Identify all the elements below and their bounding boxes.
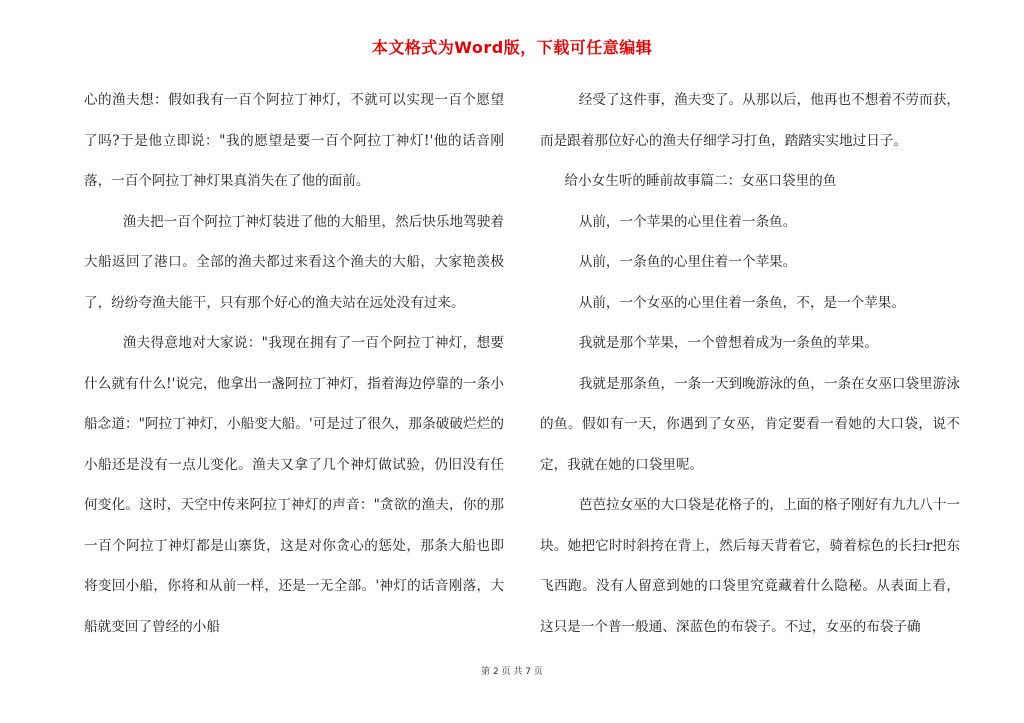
paragraph: 从前，一个苹果的心里住着一条鱼。 bbox=[578, 213, 797, 230]
paragraph: 从前，一个女巫的心里住着一条鱼，不，是一个苹果。 bbox=[578, 294, 905, 311]
paragraph: 我就是那条鱼，一条一天到晚游泳的鱼，一条在女巫口袋里游泳的鱼。假如有一天，你遇到了女巫，肯定要看一看她的大口袋，说不定，我就在她的口袋里呢。 bbox=[540, 375, 960, 473]
paragraph: 我就是那个苹果，一个曾想着成为一条鱼的苹果。 bbox=[578, 335, 878, 351]
paragraph: 芭芭拉女巫的大口袋是花格子的，上面的格子刚好有九九八十一块。她把它时时斜挎在背上，然后每天背着它，骑着棕色的长扫r把东飞西跑。没有人留意到她的口袋里究竟藏着什么隐秘。从表面上看，这只是一个普一般通、深蓝色的布袋子。不过，女巫的布袋子确 bbox=[540, 497, 960, 635]
paragraph: 心的渔夫想：假如我有一百个阿拉丁神灯，不就可以实现一百个愿望了吗?于是他立即说："我的愿望是要一百个阿拉丁神灯!'他的话音刚落，一百个阿拉丁神灯果真消失在了他的面前。 bbox=[84, 92, 504, 189]
paragraph: 经受了这件事，渔夫变了。从那以后，他再也不想着不劳而获，而是跟着那位好心的渔夫仔细学习打鱼，踏踏实实地过日子。 bbox=[540, 92, 960, 149]
section-heading: 给小女生听的睡前故事篇二：女巫口袋里的鱼 bbox=[564, 173, 837, 189]
page-number: 第 2 页 共 7 页 bbox=[481, 667, 543, 677]
right-column bbox=[540, 80, 960, 647]
document-header-title: 本文格式为Word版，下载可任意编辑 bbox=[371, 38, 653, 57]
paragraph: 渔夫把一百个阿拉丁神灯装进了他的大船里，然后快乐地驾驶着大船返回了港口。全部的渔夫都过来看这个渔夫的大船，大家艳羡极了，纷纷夸渔夫能干，只有那个好心的渔夫站在远处没有过来。 bbox=[84, 213, 504, 311]
paragraph: 从前，一条鱼的心里住着一个苹果。 bbox=[578, 254, 797, 270]
paragraph: 渔夫得意地对大家说："我现在拥有了一百个阿拉丁神灯，想要什么就有什么!'说完，他拿出一盏阿拉丁神灯，指着海边停靠的一条小船念道："阿拉丁神灯，小船变大船。'可是过了很久，那条破破烂烂的小船还是没有一点儿变化。渔夫又拿了几个神灯做试验，仍旧没有任何变化。这时，天空中传来阿拉丁神灯的声音："贪欲的渔夫，你的那一百个阿拉丁神灯都是山寨货，这是对你贪心的惩处，那条大船也即将变回小船，你将和从前一样，还是一无全部。'神灯的话音刚落，大船就变回了曾经的小船 bbox=[84, 335, 504, 635]
left-column bbox=[84, 80, 504, 647]
